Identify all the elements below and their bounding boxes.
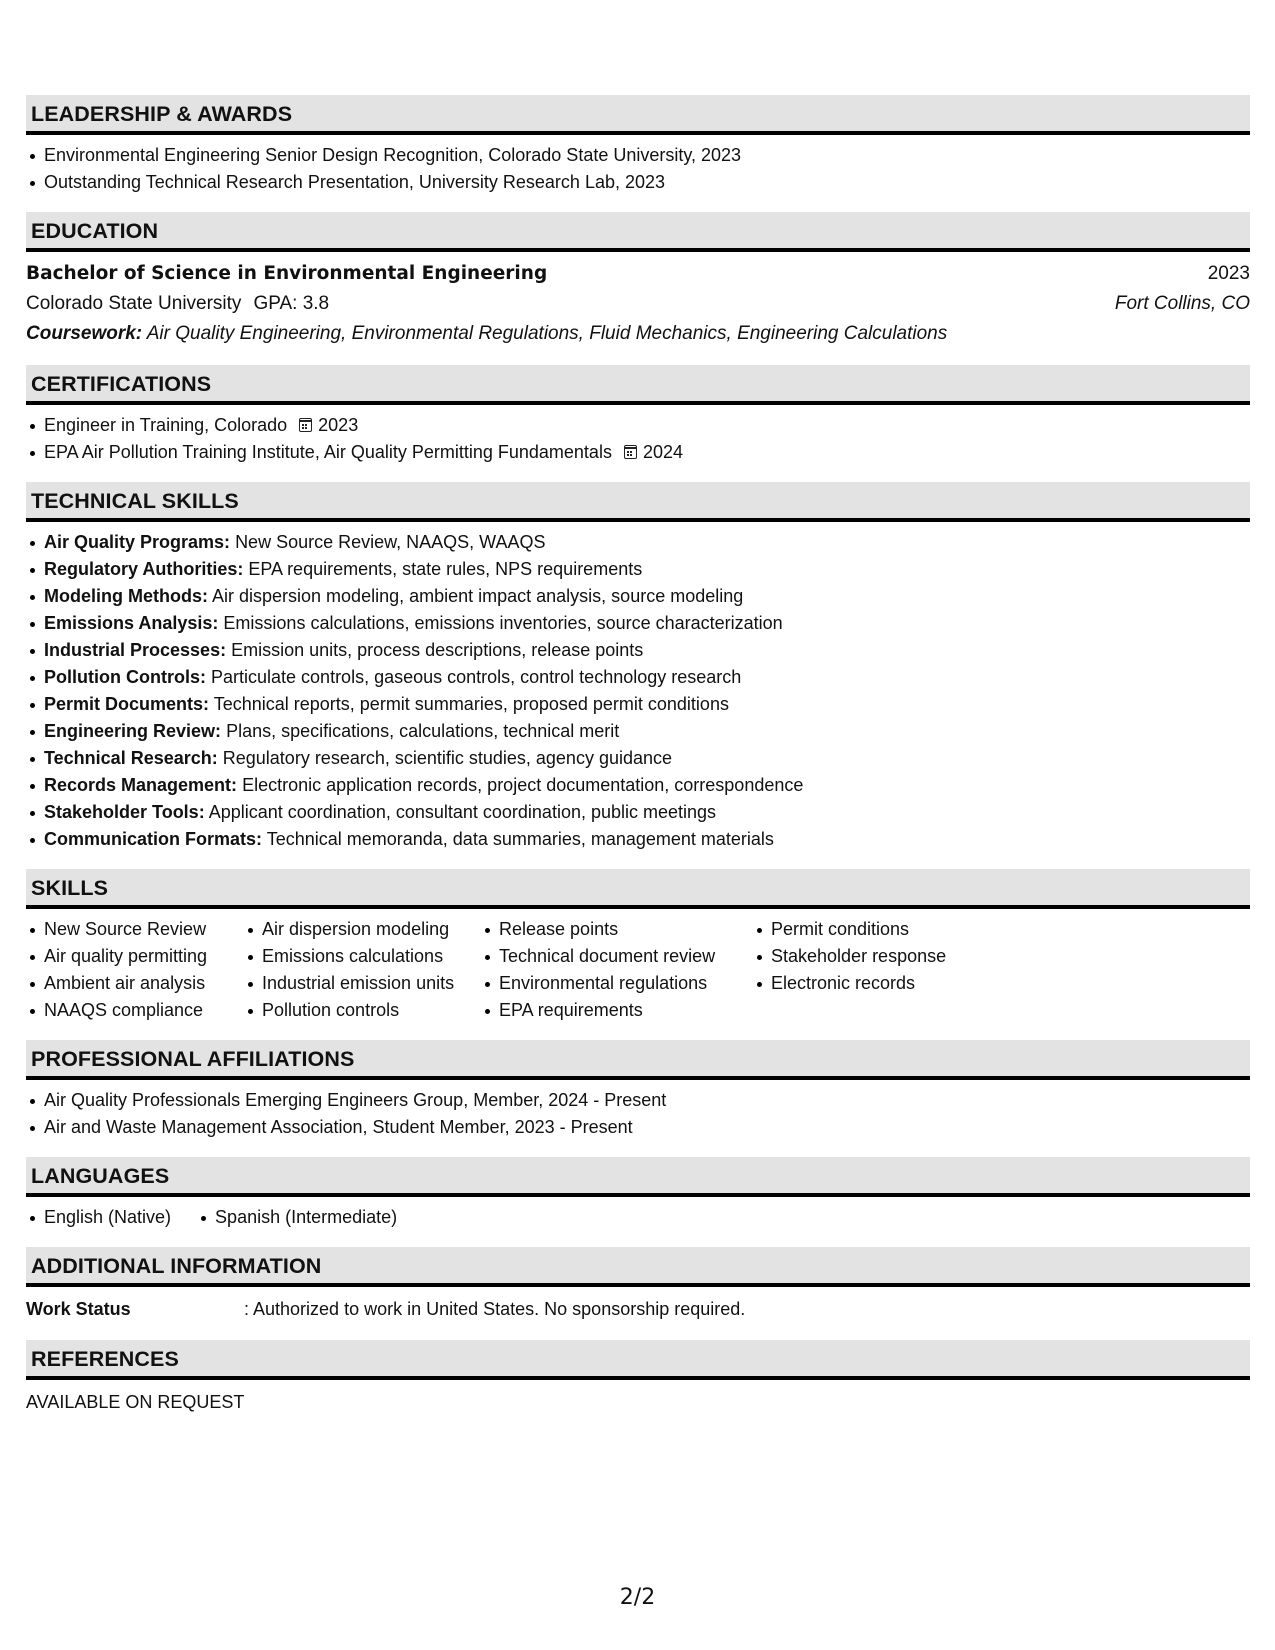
list-item xyxy=(26,718,1250,745)
calendar-icon xyxy=(299,418,312,432)
languages-list xyxy=(26,1204,1250,1231)
calendar-icon xyxy=(624,445,637,459)
skill-details: Emissions calculations, emissions inventories, source characterization xyxy=(223,613,783,633)
education-degree-row xyxy=(26,259,1250,289)
skill-category: Records Management: xyxy=(44,775,238,795)
list-item xyxy=(26,745,1250,772)
coursework-label: Coursework: xyxy=(26,323,143,344)
skills-column-4 xyxy=(753,916,993,1024)
list-item: NAAQS compliance xyxy=(26,997,244,1024)
degree-year: 2023 xyxy=(1207,263,1250,284)
technical-skills-list xyxy=(26,529,1250,853)
section-additional-info xyxy=(26,1247,1250,1324)
skill-details: Technical reports, permit summaries, proposed permit conditions xyxy=(213,694,729,714)
list-item xyxy=(26,583,1250,610)
list-item xyxy=(26,664,1250,691)
skill-details: Plans, specifications, calculations, technical merit xyxy=(226,721,620,741)
skill-category: Industrial Processes: xyxy=(44,640,227,660)
skill-details: Applicant coordination, consultant coordination, public meetings xyxy=(208,802,717,822)
list-item: Air dispersion modeling xyxy=(244,916,481,943)
section-technical-skills xyxy=(26,482,1250,853)
list-item xyxy=(26,826,1250,853)
list-item: Air and Waste Management Association, Student Member, 2023 - Present xyxy=(26,1114,1250,1141)
skill-category: Air Quality Programs: xyxy=(44,532,231,552)
list-item xyxy=(26,799,1250,826)
skills-column-1 xyxy=(26,916,244,1024)
list-item xyxy=(26,772,1250,799)
certification-year: 2023 xyxy=(318,415,359,435)
section-languages xyxy=(26,1157,1250,1231)
leadership-list xyxy=(26,142,1250,196)
section-title-technical-skills: TECHNICAL SKILLS xyxy=(26,482,1250,522)
skill-category: Emissions Analysis: xyxy=(44,613,219,633)
list-item: Environmental Engineering Senior Design Recognition, Colorado State University, 2023 xyxy=(26,142,1250,169)
coursework xyxy=(26,319,1250,349)
section-certifications xyxy=(26,365,1250,466)
skills-column-2 xyxy=(244,916,481,1024)
skill-category: Regulatory Authorities: xyxy=(44,559,244,579)
coursework-text: Air Quality Engineering, Environmental Regulations, Fluid Mechanics, Engineering Calculations xyxy=(146,323,948,344)
skill-details: Electronic application records, project documentation, correspondence xyxy=(242,775,804,795)
list-item: Air Quality Professionals Emerging Engineers Group, Member, 2024 - Present xyxy=(26,1087,1250,1114)
skill-category: Stakeholder Tools: xyxy=(44,802,205,822)
section-title-skills: SKILLS xyxy=(26,869,1250,909)
list-item: Stakeholder response xyxy=(753,943,993,970)
work-status-text: : Authorized to work in United States. No sponsorship required. xyxy=(244,1299,746,1319)
skill-category: Permit Documents: xyxy=(44,694,210,714)
section-title-affiliations: PROFESSIONAL AFFILIATIONS xyxy=(26,1040,1250,1080)
references-text: AVAILABLE ON REQUEST xyxy=(26,1392,245,1412)
section-title-references: REFERENCES xyxy=(26,1340,1250,1380)
list-item: Permit conditions xyxy=(753,916,993,943)
skill-details: New Source Review, NAAQS, WAAQS xyxy=(235,532,546,552)
list-item xyxy=(26,439,1250,466)
list-item xyxy=(26,610,1250,637)
list-item xyxy=(26,637,1250,664)
skills-grid xyxy=(26,916,1250,1024)
skill-details: Regulatory research, scientific studies, agency guidance xyxy=(222,748,673,768)
list-item xyxy=(26,691,1250,718)
degree-name: Bachelor of Science in Environmental Engineering xyxy=(26,263,548,284)
certification-name: EPA Air Pollution Training Institute, Air Quality Permitting Fundamentals xyxy=(44,442,612,462)
work-status-label: Work Status xyxy=(26,1299,131,1319)
section-references xyxy=(26,1340,1250,1417)
list-item: Pollution controls xyxy=(244,997,481,1024)
list-item: Spanish (Intermediate) xyxy=(197,1204,397,1231)
section-title-languages: LANGUAGES xyxy=(26,1157,1250,1197)
list-item: Electronic records xyxy=(753,970,993,997)
list-item: New Source Review xyxy=(26,916,244,943)
school-name: Colorado State University xyxy=(26,293,242,314)
list-item: Release points xyxy=(481,916,753,943)
list-item: English (Native) xyxy=(26,1204,171,1231)
affiliations-list xyxy=(26,1087,1250,1141)
list-item xyxy=(26,412,1250,439)
skill-category: Pollution Controls: xyxy=(44,667,206,687)
section-skills xyxy=(26,869,1250,1024)
certification-name: Engineer in Training, Colorado xyxy=(44,415,288,435)
skill-category: Engineering Review: xyxy=(44,721,222,741)
skill-details: Emission units, process descriptions, release points xyxy=(231,640,644,660)
section-title-leadership: LEADERSHIP & AWARDS xyxy=(26,95,1250,135)
skill-details: Technical memoranda, data summaries, management materials xyxy=(266,829,774,849)
resume-page xyxy=(26,95,1250,1433)
list-item: EPA requirements xyxy=(481,997,753,1024)
certifications-list xyxy=(26,412,1250,466)
section-title-additional-info: ADDITIONAL INFORMATION xyxy=(26,1247,1250,1287)
list-item: Technical document review xyxy=(481,943,753,970)
list-item xyxy=(26,529,1250,556)
work-status-row xyxy=(26,1294,1250,1324)
section-education xyxy=(26,212,1250,349)
skill-details: EPA requirements, state rules, NPS requirements xyxy=(248,559,643,579)
list-item: Air quality permitting xyxy=(26,943,244,970)
school-location: Fort Collins, CO xyxy=(1114,293,1250,314)
section-affiliations xyxy=(26,1040,1250,1141)
list-item: Environmental regulations xyxy=(481,970,753,997)
section-title-education: EDUCATION xyxy=(26,212,1250,252)
skill-category: Technical Research: xyxy=(44,748,218,768)
certification-year: 2024 xyxy=(642,442,683,462)
skill-category: Modeling Methods: xyxy=(44,586,208,606)
list-item: Outstanding Technical Research Presentation, University Research Lab, 2023 xyxy=(26,169,1250,196)
list-item: Emissions calculations xyxy=(244,943,481,970)
section-title-certifications: CERTIFICATIONS xyxy=(26,365,1250,405)
gpa: GPA: 3.8 xyxy=(253,293,330,314)
skills-column-3 xyxy=(481,916,753,1024)
page-number: 2/2 xyxy=(619,1585,656,1610)
education-school-row xyxy=(26,289,1250,319)
list-item xyxy=(26,556,1250,583)
skill-details: Particulate controls, gaseous controls, control technology research xyxy=(211,667,742,687)
section-leadership xyxy=(26,95,1250,196)
list-item: Ambient air analysis xyxy=(26,970,244,997)
skill-category: Communication Formats: xyxy=(44,829,263,849)
list-item: Industrial emission units xyxy=(244,970,481,997)
skill-details: Air dispersion modeling, ambient impact analysis, source modeling xyxy=(212,586,744,606)
